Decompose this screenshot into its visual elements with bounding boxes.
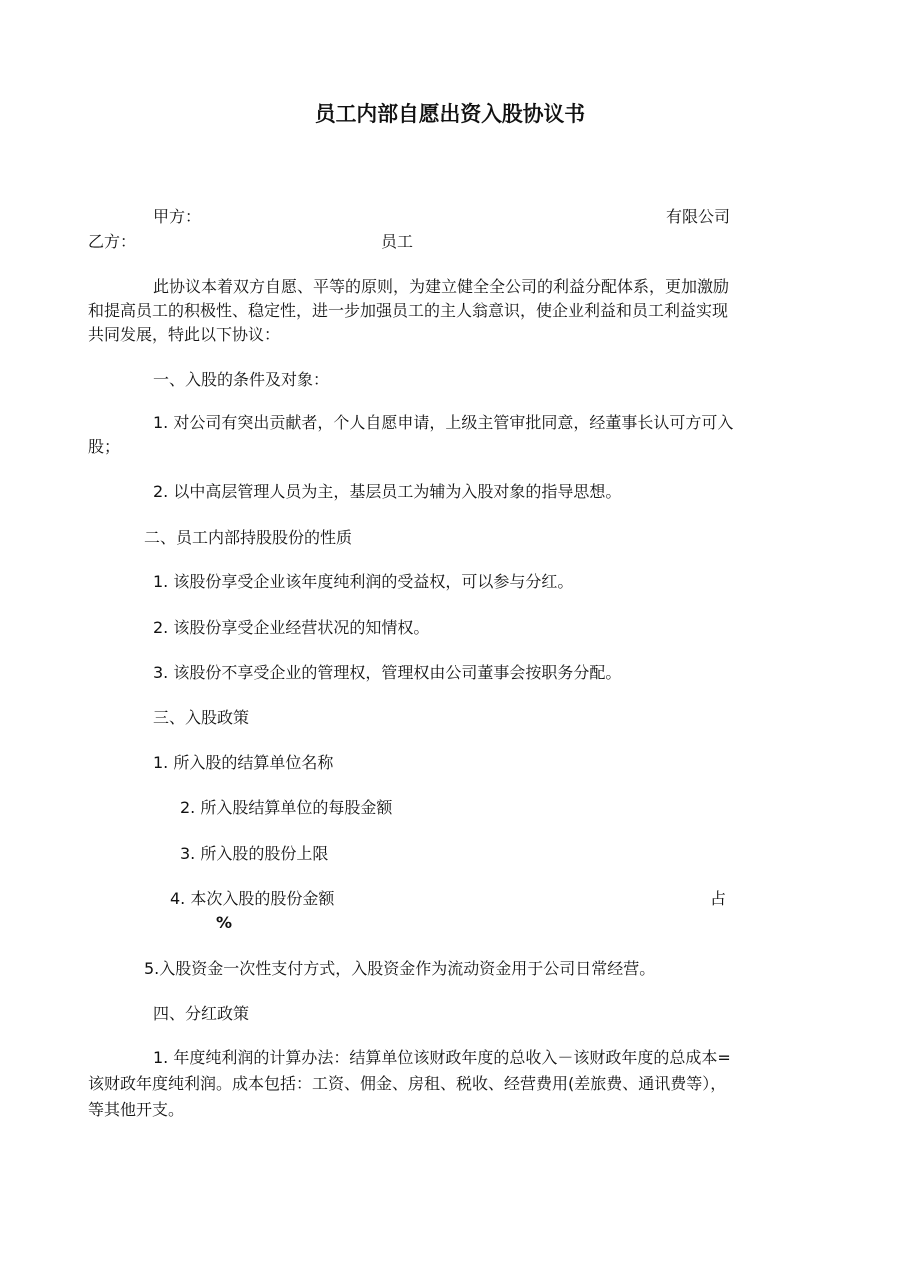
- section3-item1: 1. 所入股的结算单位名称: [153, 753, 334, 772]
- section4-item1-line2: 该财政年度纯利润。成本包括：工资、佣金、房租、税收、经营费用(差旅费、通讯费等），: [88, 1074, 727, 1093]
- intro-line-3: 共同发展，特此以下协议：: [88, 325, 281, 344]
- section3-item5: 5.入股资金一次性支付方式，入股资金作为流动资金用于公司日常经营。: [144, 959, 656, 978]
- section1-item1-line1: 1. 对公司有突出贡献者，个人自愿申请，上级主管审批同意，经董事长认可方可入: [153, 413, 734, 432]
- section3-item4: 4. 本次入股的股份金额: [170, 889, 335, 908]
- section1-item2: 2. 以中高层管理人员为主，基层员工为辅为入股对象的指导思想。: [153, 482, 622, 501]
- party-b-label: 乙方：: [88, 232, 137, 251]
- intro-line-1: 此协议本着双方自愿、平等的原则，为建立健全全公司的利益分配体系，更加激励: [153, 277, 730, 296]
- section2-item3: 3. 该股份不享受企业的管理权，管理权由公司董事会按职务分配。: [153, 663, 622, 682]
- party-a-label: 甲方：: [153, 207, 202, 226]
- section4-heading: 四、分红政策: [153, 1004, 250, 1023]
- document-title: 员工内部自愿出资入股协议书: [314, 102, 586, 126]
- section1-heading: 一、入股的条件及对象：: [153, 370, 330, 389]
- section3-item3: 3. 所入股的股份上限: [180, 844, 329, 863]
- party-a-suffix: 有限公司: [666, 207, 731, 226]
- section3-item2: 2. 所入股结算单位的每股金额: [180, 798, 393, 817]
- section1-item1-line2: 股；: [88, 437, 121, 456]
- section3-item4-percent: %: [216, 913, 233, 932]
- section2-item1: 1. 该股份享受企业该年度纯利润的受益权，可以参与分红。: [153, 572, 574, 591]
- section4-item1-line1: 1. 年度纯利润的计算办法：结算单位该财政年度的总收入－该财政年度的总成本=: [153, 1048, 731, 1067]
- intro-line-2: 和提高员工的积极性、稳定性，进一步加强员工的主人翁意识，使企业利益和员工利益实现: [88, 301, 729, 320]
- section3-item4-share: 占: [710, 889, 727, 908]
- party-b-suffix: 员工: [381, 232, 414, 251]
- section3-heading: 三、入股政策: [153, 708, 250, 727]
- section2-heading: 二、员工内部持股股份的性质: [144, 528, 353, 547]
- section2-item2: 2. 该股份享受企业经营状况的知情权。: [153, 618, 430, 637]
- section4-item1-line3: 等其他开支。: [88, 1100, 185, 1119]
